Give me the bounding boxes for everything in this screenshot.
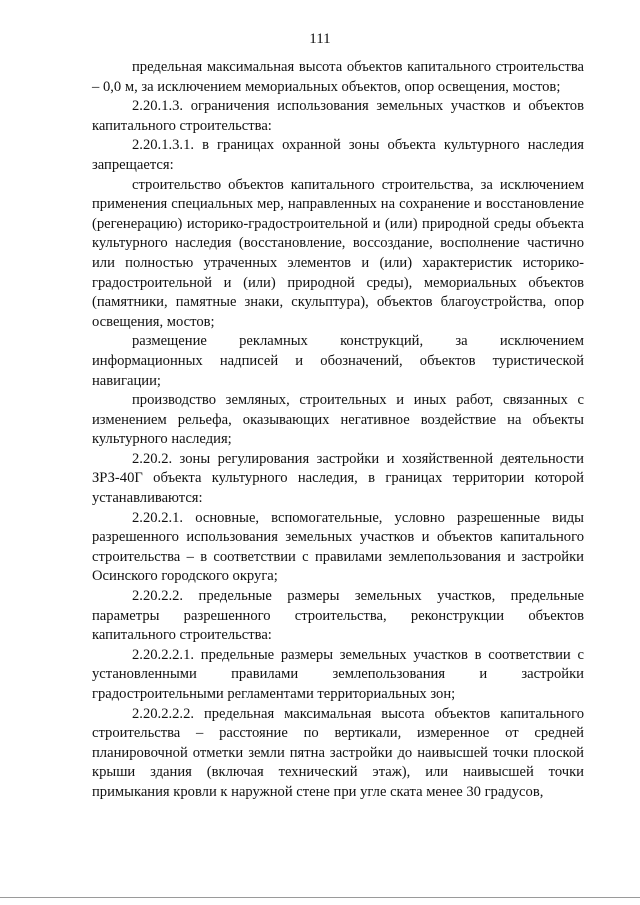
paragraph-advertising-prohibition: размещение рекламных конструкций, за исключением информационных надписей и обозначений, объектов туристической навигации;	[92, 333, 584, 389]
paragraph-2-20-1-3-1: 2.20.1.3.1. в границах охранной зоны объекта культурного наследия запрещается:	[92, 137, 584, 173]
paragraph-construction-prohibition: строительство объектов капитального строительства, за исключением применения специальных мер, направленных на сохранение и восстановление (регенерацию) историко-градостроительной и (или) природной среды объекта культурного наследия (восстановление, воссоздание, восполнение частично или полностью утраченных элементов и (или) характеристик историко-градостроительной и (или) природной среды), мемориальных объектов (памятники, памятные знаки, скульптура), объектов благоустройства, опор освещения, мостов;	[92, 176, 584, 330]
paragraph-2-20-2-1: 2.20.2.1. основные, вспомогательные, условно разрешенные виды разрешенного использования земельных участков и объектов капитального строительства – в соответствии с правилами землепользования и застройки Осинского городского округа;	[92, 509, 584, 585]
paragraph-2-20-2-2: 2.20.2.2. предельные размеры земельных участков, предельные параметры разрешенного строительства, реконструкции объектов капитального строительства:	[92, 588, 584, 644]
paragraph-2-20-1-3: 2.20.1.3. ограничения использования земельных участков и объектов капитального строительства:	[92, 98, 584, 134]
paragraph-2-20-2: 2.20.2. зоны регулирования застройки и хозяйственной деятельности ЗРЗ-40Г объекта культурного наследия, в границах территории которой устанавливаются:	[92, 450, 584, 507]
document-body	[92, 58, 584, 803]
paragraph-earthworks-prohibition: производство земляных, строительных и иных работ, связанных с изменением рельефа, оказывающих негативное воздействие на объекты культурного наследия;	[92, 392, 584, 448]
paragraph-max-height: предельная максимальная высота объектов капитального строительства – 0,0 м, за исключением мемориальных объектов, опор освещения, мостов;	[92, 59, 584, 95]
page-bottom-edge	[0, 897, 640, 898]
page-number: 111	[309, 31, 331, 47]
paragraph-2-20-2-2-1: 2.20.2.2.1. предельные размеры земельных участков в соответствии с установленными правилами землепользования и застройки градостроительными регламентами территориальных зон;	[92, 646, 584, 702]
paragraph-2-20-2-2-2: 2.20.2.2.2. предельная максимальная высота объектов капитального строительства – расстояние по вертикали, измеренное от средней планировочной отметки земли пятна застройки до наивысшей точки плоской крыши здания (включая технический этаж), или наивысшей точки примыкания кровли к наружной стене при угле ската менее 30 градусов,	[92, 705, 584, 800]
